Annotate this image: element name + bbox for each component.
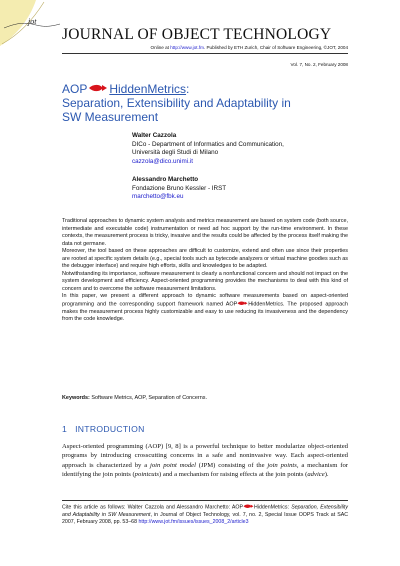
section-title: INTRODUCTION	[75, 424, 145, 434]
abstract-paragraph	[62, 293, 348, 324]
masthead-rule	[62, 53, 348, 54]
citation-url-link[interactable]: http://www.jot.fm/issues/issues_2008_2/article3	[138, 519, 249, 526]
title-colon: :	[186, 82, 190, 96]
paper-title	[62, 82, 362, 124]
section-number: 1	[62, 424, 68, 434]
keywords-text: Software Metrics, AOP, Separation of Concerns.	[89, 395, 207, 401]
aop-arrow-logo	[243, 504, 254, 509]
citation-text: HiddenMetrics:	[253, 504, 289, 511]
author-name: Walter Cazzola	[132, 132, 177, 139]
author-affiliation: Università degli Studi di Milano	[132, 149, 219, 157]
author-block-1	[132, 132, 362, 166]
jot-logo-text: jot	[28, 17, 37, 26]
abstract-p4-a: In this paper, we present a different approach to dynamic software measurements based on aspect-oriented programming and the corresponding support framework named AOP	[62, 293, 348, 307]
citation-text: , in Journal of Object Technology, vol. 7, no. 2, Special Issue OOPS Track at SAC 2007, February 2008, pp. 53–68	[62, 511, 348, 526]
journal-online-line	[62, 45, 348, 50]
intro-text: Aspect-oriented programming (AOP) [9, 8] is a powerful technique to better modularize object-oriented programs by introducing crosscutting concerns in a safe and noninvasive way. Each aspect-oriented approach is characterized by a	[62, 443, 348, 469]
online-suffix: . Published by ETH Zurich, Chair of Software Engineering, ©JOT, 2004	[203, 45, 348, 50]
journal-title: JOURNAL OF OBJECT TECHNOLOGY	[62, 26, 332, 43]
abstract-paragraph: Moreover, the tool based on these approaches are difficult to customize, extend and often use since their properties are rooted at specific system details (e.g., special tools such as bytecode analyzers or virtual machine goodies such as the debugger interface) and require high efforts, skills and knowledges to be adapted.	[62, 248, 348, 269]
author-name: Alessandro Marchetto	[132, 176, 199, 183]
intro-emphasis: pointcuts	[134, 471, 160, 479]
abstract-paragraph: Traditional approaches to dynamic system analysis and metrics measurement are based on system code (both source, intermediate and executable code) instrumentation or need ad hoc support by the run-time environment. In these contexts, the measurement process is tricky, invasive and the results could be affected by the process itself making the data not germane.	[62, 218, 348, 247]
jot-corner-logo	[0, 0, 70, 62]
introduction-paragraph	[62, 442, 348, 480]
author-email-link[interactable]: marchetto@fbk.eu	[132, 193, 184, 201]
section-heading	[62, 424, 145, 434]
aop-arrow-logo	[237, 301, 248, 306]
intro-text: (JPM) consisting of the	[195, 461, 268, 469]
intro-emphasis: join point model	[150, 461, 196, 469]
citation-box	[62, 504, 348, 526]
citation-rule	[62, 500, 348, 501]
aop-arrow-logo	[88, 84, 108, 92]
author-email-link[interactable]: cazzola@dico.unimi.it	[132, 157, 193, 165]
citation-text: Cite this article as follows: Walter Cazzola and Alessandro Marchetto: AOP	[62, 504, 243, 511]
online-prefix: Online at	[150, 45, 171, 50]
title-aop: AOP	[62, 82, 88, 96]
intro-text: ) and a mechanism for raising effects at the join points (	[159, 471, 308, 479]
intro-emphasis: join points	[267, 461, 297, 469]
journal-url-link[interactable]: http://www.jot.fm	[170, 45, 204, 50]
intro-text: ).	[324, 471, 329, 479]
title-hiddenmetrics: HiddenMetrics	[109, 82, 187, 96]
keywords	[62, 395, 348, 401]
intro-emphasis: advice	[307, 471, 325, 479]
abstract	[62, 218, 348, 324]
title-line-2: Separation, Extensibility and Adaptability in	[62, 96, 291, 110]
volume-line: Vol. 7, No. 2, February 2008	[290, 62, 348, 67]
author-block-2	[132, 176, 362, 202]
citation-title: Separation, Extensibility and Adaptability in SW Measurement	[62, 504, 349, 518]
keywords-label: Keywords:	[62, 395, 90, 401]
intro-text: , a mechanism for identifying the join points (	[62, 461, 348, 479]
author-affiliation: DICo - Department of Informatics and Communication,	[132, 140, 284, 148]
author-affiliation: Fondazione Bruno Kessler - IRST	[132, 184, 227, 192]
title-line-3: SW Measurement	[62, 110, 159, 124]
abstract-paragraph: Notwithstanding its importance, software measurement is clearly a nonfunctional concern and should not impact on the system development and efficiency. Aspect-oriented programming provides the mechanisms to deal with this kind of concern and to overcome the software measurement limitations.	[62, 270, 348, 292]
abstract-p4-b: HiddenMetrics. The proposed approach makes the measurement process highly customizable and easy to use reducing its invasiveness and the dependency from the code knowledge.	[62, 301, 348, 322]
